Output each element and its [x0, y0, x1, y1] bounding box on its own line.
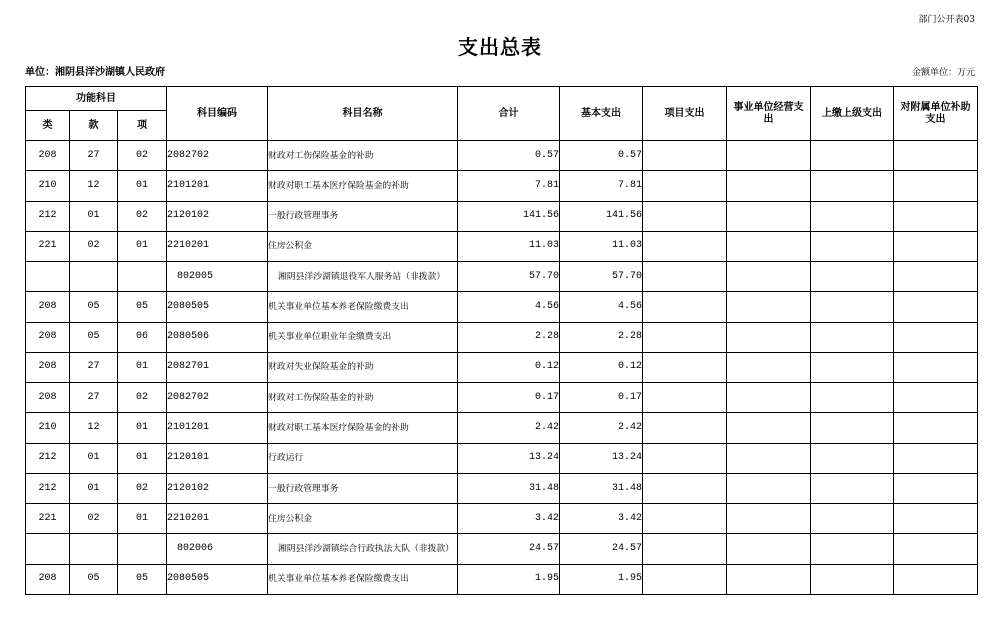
cell-remit-expense: [811, 504, 894, 534]
cell-lei: 212: [26, 443, 70, 473]
cell-subject-name: 机关事业单位职业年金缴费支出: [268, 322, 458, 352]
cell-subject-code: 802005: [167, 262, 268, 292]
cell-remit-expense: [811, 534, 894, 564]
cell-subject-code: 2101201: [167, 171, 268, 201]
header-row: [26, 87, 978, 111]
table-row: [26, 383, 978, 413]
cell-kuan: 01: [70, 473, 118, 503]
cell-basic-expense: 13.24: [560, 443, 643, 473]
cell-subject-name: 住房公积金: [268, 231, 458, 261]
cell-subject-name: 住房公积金: [268, 504, 458, 534]
cell-kuan: 02: [70, 231, 118, 261]
cell-business-expense: [727, 534, 811, 564]
cell-lei: 208: [26, 292, 70, 322]
cell-total: 57.70: [458, 262, 560, 292]
cell-subject-name: 财政对失业保险基金的补助: [268, 352, 458, 382]
cell-basic-expense: 2.28: [560, 322, 643, 352]
cell-lei: 210: [26, 413, 70, 443]
cell-total: 141.56: [458, 201, 560, 231]
cell-lei: 212: [26, 473, 70, 503]
header-function-subject: 功能科目: [26, 87, 167, 111]
cell-total: 31.48: [458, 473, 560, 503]
cell-lei: 208: [26, 322, 70, 352]
cell-project-expense: [643, 383, 727, 413]
cell-remit-expense: [811, 141, 894, 171]
cell-total: 7.81: [458, 171, 560, 201]
cell-subsidy-expense: [894, 443, 978, 473]
cell-subsidy-expense: [894, 473, 978, 503]
cell-kuan: 05: [70, 322, 118, 352]
cell-xiang: 02: [118, 141, 167, 171]
cell-subject-code: 2210201: [167, 231, 268, 261]
cell-xiang: 05: [118, 564, 167, 594]
cell-subsidy-expense: [894, 383, 978, 413]
cell-basic-expense: 4.56: [560, 292, 643, 322]
cell-subsidy-expense: [894, 292, 978, 322]
cell-project-expense: [643, 171, 727, 201]
cell-subject-code: 802006: [167, 534, 268, 564]
table-row: [26, 171, 978, 201]
cell-subject-name: 财政对工伤保险基金的补助: [268, 383, 458, 413]
cell-lei: 208: [26, 383, 70, 413]
cell-subsidy-expense: [894, 564, 978, 594]
cell-xiang: 02: [118, 473, 167, 503]
cell-xiang: [118, 534, 167, 564]
cell-business-expense: [727, 322, 811, 352]
cell-subject-code: 2082702: [167, 383, 268, 413]
cell-basic-expense: 0.57: [560, 141, 643, 171]
cell-subsidy-expense: [894, 141, 978, 171]
cell-basic-expense: 7.81: [560, 171, 643, 201]
cell-kuan: 27: [70, 352, 118, 382]
unit-label: 单位：湘阴县洋沙湖镇人民政府: [25, 67, 165, 78]
table-row: [26, 352, 978, 382]
cell-total: 0.12: [458, 352, 560, 382]
cell-business-expense: [727, 141, 811, 171]
cell-subject-name: 湘阴县洋沙湖镇退役军人服务站（非拨款）: [268, 262, 458, 292]
cell-xiang: 01: [118, 171, 167, 201]
page-title: 支出总表: [458, 35, 542, 59]
cell-kuan: [70, 262, 118, 292]
cell-xiang: [118, 262, 167, 292]
form-code: 部门公开表03: [918, 15, 975, 25]
cell-total: 1.95: [458, 564, 560, 594]
table-row: [26, 322, 978, 352]
header-subject-name: 科目名称: [268, 87, 458, 141]
cell-project-expense: [643, 262, 727, 292]
cell-project-expense: [643, 443, 727, 473]
cell-subject-code: 2080505: [167, 292, 268, 322]
table-row: [26, 262, 978, 292]
cell-project-expense: [643, 201, 727, 231]
cell-xiang: 01: [118, 352, 167, 382]
cell-xiang: 02: [118, 383, 167, 413]
cell-subsidy-expense: [894, 322, 978, 352]
cell-remit-expense: [811, 443, 894, 473]
cell-subject-name: 一般行政管理事务: [268, 201, 458, 231]
cell-remit-expense: [811, 262, 894, 292]
cell-business-expense: [727, 504, 811, 534]
header-subject-code: 科目编码: [167, 87, 268, 141]
cell-kuan: 12: [70, 413, 118, 443]
table-row: [26, 534, 978, 564]
cell-subject-code: 2120102: [167, 201, 268, 231]
cell-total: 0.17: [458, 383, 560, 413]
cell-subject-code: 2210201: [167, 504, 268, 534]
expense-summary-table: [25, 86, 978, 595]
header-business-expense: 事业单位经营支出: [727, 87, 811, 141]
cell-subject-name: 财政对职工基本医疗保险基金的补助: [268, 413, 458, 443]
table-row: [26, 231, 978, 261]
header-subsidy-expense: 对附属单位补助支出: [894, 87, 978, 141]
header-total: 合计: [458, 87, 560, 141]
cell-kuan: 05: [70, 292, 118, 322]
cell-kuan: 01: [70, 201, 118, 231]
cell-total: 13.24: [458, 443, 560, 473]
cell-kuan: 27: [70, 383, 118, 413]
cell-total: 24.57: [458, 534, 560, 564]
cell-business-expense: [727, 564, 811, 594]
cell-kuan: [70, 534, 118, 564]
cell-lei: 210: [26, 171, 70, 201]
cell-project-expense: [643, 564, 727, 594]
header-remit-expense: 上缴上级支出: [811, 87, 894, 141]
cell-subsidy-expense: [894, 171, 978, 201]
cell-subject-code: 2101201: [167, 413, 268, 443]
header-basic-expense: 基本支出: [560, 87, 643, 141]
cell-lei: 208: [26, 352, 70, 382]
cell-remit-expense: [811, 383, 894, 413]
table-row: [26, 413, 978, 443]
cell-xiang: 02: [118, 201, 167, 231]
cell-project-expense: [643, 534, 727, 564]
table-row: [26, 473, 978, 503]
cell-project-expense: [643, 292, 727, 322]
cell-basic-expense: 0.12: [560, 352, 643, 382]
cell-business-expense: [727, 292, 811, 322]
cell-project-expense: [643, 322, 727, 352]
cell-subsidy-expense: [894, 504, 978, 534]
table-row: [26, 443, 978, 473]
cell-subsidy-expense: [894, 231, 978, 261]
cell-xiang: 01: [118, 413, 167, 443]
cell-total: 2.42: [458, 413, 560, 443]
cell-basic-expense: 24.57: [560, 534, 643, 564]
cell-project-expense: [643, 352, 727, 382]
cell-basic-expense: 1.95: [560, 564, 643, 594]
cell-subject-name: 湘阴县洋沙湖镇综合行政执法大队（非拨款）: [268, 534, 458, 564]
cell-subject-name: 行政运行: [268, 443, 458, 473]
cell-remit-expense: [811, 231, 894, 261]
cell-lei: 208: [26, 564, 70, 594]
cell-xiang: 01: [118, 443, 167, 473]
cell-subsidy-expense: [894, 352, 978, 382]
cell-lei: [26, 534, 70, 564]
cell-business-expense: [727, 443, 811, 473]
cell-total: 4.56: [458, 292, 560, 322]
cell-subsidy-expense: [894, 534, 978, 564]
cell-project-expense: [643, 141, 727, 171]
cell-business-expense: [727, 352, 811, 382]
cell-xiang: 01: [118, 231, 167, 261]
cell-subject-name: 机关事业单位基本养老保险缴费支出: [268, 564, 458, 594]
cell-lei: 208: [26, 141, 70, 171]
cell-subject-name: 财政对工伤保险基金的补助: [268, 141, 458, 171]
cell-remit-expense: [811, 564, 894, 594]
header-lei: 类: [26, 111, 70, 141]
table-row: [26, 141, 978, 171]
cell-lei: [26, 262, 70, 292]
cell-lei: 212: [26, 201, 70, 231]
cell-remit-expense: [811, 473, 894, 503]
cell-subject-code: 2120101: [167, 443, 268, 473]
cell-total: 2.28: [458, 322, 560, 352]
cell-basic-expense: 2.42: [560, 413, 643, 443]
amount-unit-label: 金额单位：万元: [911, 68, 975, 78]
cell-remit-expense: [811, 352, 894, 382]
cell-basic-expense: 141.56: [560, 201, 643, 231]
cell-remit-expense: [811, 292, 894, 322]
cell-business-expense: [727, 473, 811, 503]
cell-remit-expense: [811, 413, 894, 443]
cell-total: 0.57: [458, 141, 560, 171]
cell-basic-expense: 11.03: [560, 231, 643, 261]
cell-basic-expense: 0.17: [560, 383, 643, 413]
table-body: [26, 141, 978, 595]
cell-subject-code: 2120102: [167, 473, 268, 503]
cell-subsidy-expense: [894, 262, 978, 292]
header-kuan: 款: [70, 111, 118, 141]
cell-kuan: 27: [70, 141, 118, 171]
cell-business-expense: [727, 231, 811, 261]
table-row: [26, 504, 978, 534]
cell-kuan: 02: [70, 504, 118, 534]
cell-remit-expense: [811, 201, 894, 231]
cell-subject-name: 机关事业单位基本养老保险缴费支出: [268, 292, 458, 322]
table-header: [26, 87, 978, 141]
cell-subject-code: 2082702: [167, 141, 268, 171]
cell-subject-code: 2082701: [167, 352, 268, 382]
cell-xiang: 06: [118, 322, 167, 352]
cell-subsidy-expense: [894, 201, 978, 231]
cell-subsidy-expense: [894, 413, 978, 443]
cell-basic-expense: 3.42: [560, 504, 643, 534]
table-row: [26, 292, 978, 322]
cell-basic-expense: 57.70: [560, 262, 643, 292]
cell-business-expense: [727, 171, 811, 201]
cell-project-expense: [643, 231, 727, 261]
table-row: [26, 201, 978, 231]
cell-kuan: 01: [70, 443, 118, 473]
cell-project-expense: [643, 504, 727, 534]
cell-subject-name: 一般行政管理事务: [268, 473, 458, 503]
cell-subject-name: 财政对职工基本医疗保险基金的补助: [268, 171, 458, 201]
cell-business-expense: [727, 262, 811, 292]
cell-basic-expense: 31.48: [560, 473, 643, 503]
cell-project-expense: [643, 473, 727, 503]
table-row: [26, 564, 978, 594]
cell-xiang: 01: [118, 504, 167, 534]
cell-lei: 221: [26, 504, 70, 534]
cell-kuan: 05: [70, 564, 118, 594]
cell-business-expense: [727, 413, 811, 443]
cell-lei: 221: [26, 231, 70, 261]
cell-total: 11.03: [458, 231, 560, 261]
cell-kuan: 12: [70, 171, 118, 201]
cell-business-expense: [727, 383, 811, 413]
cell-business-expense: [727, 201, 811, 231]
header-project-expense: 项目支出: [643, 87, 727, 141]
cell-subject-code: 2080505: [167, 564, 268, 594]
cell-remit-expense: [811, 322, 894, 352]
header-xiang: 项: [118, 111, 167, 141]
cell-subject-code: 2080506: [167, 322, 268, 352]
cell-remit-expense: [811, 171, 894, 201]
cell-xiang: 05: [118, 292, 167, 322]
cell-project-expense: [643, 413, 727, 443]
cell-total: 3.42: [458, 504, 560, 534]
